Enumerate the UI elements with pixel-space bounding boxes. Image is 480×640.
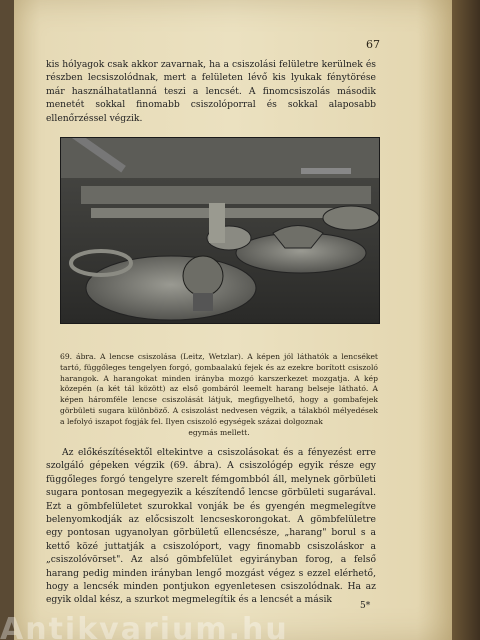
caption-tail: egymás mellett. [188, 427, 250, 437]
figure-caption [60, 352, 378, 438]
watermark: Antikvarium.hu [0, 612, 289, 640]
page-number: 67 [366, 38, 380, 51]
caption-text: 69. ábra. A lencse csiszolása (Leitz, Wetzlar). A képen jól láthatók a lencséket tartó, függőleges tengelyen forgó, gombaalakú fejek és az ezekre borított csiszoló harangok. A harangokat minden irányba mozgó karszerkezet mozgatja. A kép közepén (a két tál között) az első gombáról leemelt harang belseje látható. A képen háromféle lencse csiszolását látjuk, megfigyelhető, hogy a gombafejek görbületi sugara különböző. A csiszolást nedvesen végzik, a tálakból mélyedések a lefolyó iszapot fogják fel. Ilyen csiszoló egységek százai dolgoznak [60, 352, 378, 426]
book-spine [452, 0, 480, 640]
signature-mark: 5* [360, 601, 371, 611]
paragraph-main: Az előkészítésektől eltekintve a csiszolásokat és a fényezést erre szolgáló gépeken végzik (69. ábra). A csiszológép egyik része egy függőleges forgó tengelyre szerelt fémgombból áll, melynek görbületi sugara pontosan megegyezik a készítendő lencse görbületi sugarával. Ezt a gömbfelületet szurokkal vonják be és gyengén megmelegítve belenyomkodják az előcsiszolt lencseskorongokat. A gömbfelületre egy pontosan ugyanolyan görbületű ellencsésze, „harang" borul s a kettő közé juttatják a csiszolóport, vagy finomabb csiszoláskor a „csiszolóvörset". Az alsó gömbfelület egyirányban forog, a felső harang pedig minden irányban lengő mozgást végez s ezzel elérhető, hogy a lencsék minden pontjukon egyenletesen csiszolódnak. Ha az egyik oldal kész, a szurkot megmelegítik és a lencsét a másik [46, 447, 376, 606]
figure-photo [60, 137, 380, 324]
grinding-machine-photo [61, 138, 379, 323]
book-page [14, 0, 452, 640]
paragraph-intro: kis hólyagok csak akkor zavarnak, ha a csiszolási felületre kerülnek és részben lecsiszolódnak, mert a felületen lévő kis lyukak fénytörése már használhatatlanná teszi a lencsét. A finomcsiszolás második menetét sokkal finomabb csiszolóporral és sokkal alaposabb ellenőrzéssel végzik. [46, 59, 376, 124]
